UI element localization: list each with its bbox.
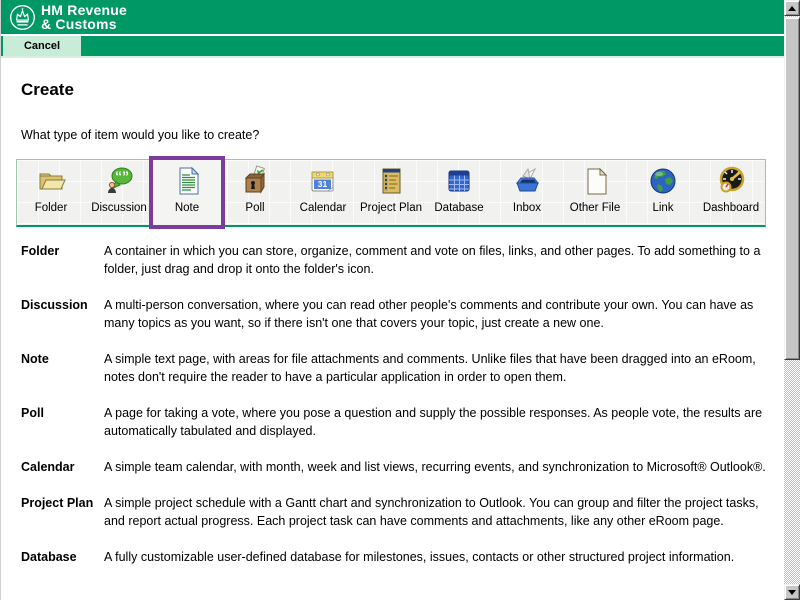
toolbar-item-label: Dashboard bbox=[702, 202, 760, 214]
note-icon bbox=[171, 165, 203, 197]
item-type-descriptions bbox=[21, 242, 784, 566]
command-bar bbox=[1, 36, 784, 58]
toolbar-item-dashboard[interactable] bbox=[697, 160, 765, 225]
toolbar-item-icon-slot bbox=[171, 165, 203, 197]
cancel-button[interactable]: Cancel bbox=[3, 36, 81, 56]
description-row bbox=[21, 242, 784, 278]
toolbar-item-icon-slot bbox=[307, 165, 339, 197]
toolbar-item-label: Calendar bbox=[299, 202, 347, 214]
toolbar-item-inbox[interactable] bbox=[493, 160, 561, 225]
inbox-icon bbox=[511, 165, 543, 197]
description-row bbox=[21, 548, 784, 566]
hmrc-wordmark bbox=[41, 3, 127, 31]
toolbar-item-calendar[interactable] bbox=[289, 160, 357, 225]
calendar-icon bbox=[307, 165, 339, 197]
description-row bbox=[21, 458, 784, 476]
description-term: Calendar bbox=[21, 460, 75, 474]
toolbar-item-icon-slot bbox=[443, 165, 475, 197]
hmrc-wordmark-line1: HM Revenue bbox=[41, 2, 128, 18]
dashboard-icon bbox=[715, 165, 747, 197]
description-text: A container in which you can store, organize, comment and vote on files, links, and other pages. To add something to a folder, just drag and drop it onto the folder's icon. bbox=[104, 244, 761, 276]
page-title: Create bbox=[21, 80, 74, 99]
hmrc-header-banner bbox=[1, 0, 784, 36]
description-text: A page for taking a vote, where you pose a question and supply the possible responses. As people vote, the results are automatically tabulated and displayed. bbox=[104, 406, 763, 438]
item-type-toolbar bbox=[16, 159, 766, 227]
description-term: Project Plan bbox=[21, 496, 94, 510]
toolbar-item-label: Note bbox=[174, 202, 200, 214]
description-text: A fully customizable user-defined database for milestones, issues, contacts or other structured project information. bbox=[104, 550, 735, 564]
toolbar-item-icon-slot bbox=[239, 165, 271, 197]
toolbar-item-icon-slot bbox=[715, 165, 747, 197]
toolbar-item-note[interactable] bbox=[153, 160, 221, 225]
toolbar-item-label: Folder bbox=[34, 202, 68, 214]
toolbar-item-icon-slot bbox=[35, 165, 67, 197]
toolbar-item-label: Database bbox=[434, 202, 484, 214]
vertical-scrollbar[interactable] bbox=[784, 0, 800, 600]
database-icon bbox=[443, 165, 475, 197]
description-row bbox=[21, 350, 784, 386]
description-row bbox=[21, 494, 784, 530]
discussion-icon bbox=[103, 165, 135, 197]
description-row bbox=[21, 296, 784, 332]
description-text: A simple team calendar, with month, week and list views, recurring events, and synchronization to Microsoft® Outlook®. bbox=[104, 460, 766, 474]
toolbar-item-label: Discussion bbox=[91, 202, 147, 214]
main-content bbox=[1, 80, 784, 566]
toolbar-item-link[interactable] bbox=[629, 160, 697, 225]
toolbar-item-folder[interactable] bbox=[17, 160, 85, 225]
scrollbar-thumb[interactable] bbox=[784, 17, 800, 360]
poll-icon bbox=[239, 165, 271, 197]
toolbar-item-database[interactable] bbox=[425, 160, 493, 225]
description-text: A multi-person conversation, where you can read other people's comments and contribute your own. You can have as many topics as you want, so if there isn't one that covers your topic, just create a new one. bbox=[104, 298, 754, 330]
hmrc-crown-logo-icon bbox=[9, 4, 36, 31]
toolbar-item-icon-slot bbox=[375, 165, 407, 197]
toolbar-item-other-file[interactable] bbox=[561, 160, 629, 225]
toolbar-item-label: Other File bbox=[569, 202, 621, 214]
link-icon bbox=[647, 165, 679, 197]
toolbar-item-label: Poll bbox=[245, 202, 265, 214]
svg-text:“”: “” bbox=[115, 168, 129, 184]
toolbar-item-discussion[interactable] bbox=[85, 160, 153, 225]
description-text: A simple project schedule with a Gantt chart and synchronization to Outlook. You can group and filter the project tasks, and report actual progress. Each project task can have comments and attachments, like any other eRoom page. bbox=[104, 496, 759, 528]
project-plan-icon bbox=[375, 165, 407, 197]
scroll-down-arrow-icon bbox=[788, 590, 796, 595]
scroll-up-button[interactable] bbox=[784, 0, 800, 16]
toolbar-item-project-plan[interactable] bbox=[357, 160, 425, 225]
scroll-up-arrow-icon bbox=[788, 6, 796, 11]
toolbar-item-icon-slot bbox=[647, 165, 679, 197]
description-term: Folder bbox=[21, 244, 60, 258]
toolbar-item-label: Project Plan bbox=[359, 202, 422, 214]
description-term: Note bbox=[21, 352, 49, 366]
description-row bbox=[21, 404, 784, 440]
toolbar-item-poll[interactable] bbox=[221, 160, 289, 225]
other-file-icon bbox=[579, 165, 611, 197]
description-term: Database bbox=[21, 550, 77, 564]
description-term: Discussion bbox=[21, 298, 88, 312]
svg-text:31: 31 bbox=[317, 179, 328, 189]
toolbar-item-icon-slot bbox=[511, 165, 543, 197]
folder-icon bbox=[35, 165, 67, 197]
scroll-down-button[interactable] bbox=[784, 584, 800, 600]
toolbar-item-icon-slot bbox=[103, 165, 135, 197]
toolbar-item-label: Inbox bbox=[512, 202, 542, 214]
description-text: A simple text page, with areas for file attachments and comments. Unlike files that have been dragged into an eRoom, notes don't require the reader to have a particular application in order to open them. bbox=[104, 352, 756, 384]
hmrc-wordmark-line2: & Customs bbox=[41, 16, 117, 32]
toolbar-item-label: Link bbox=[652, 202, 674, 214]
create-question-text: What type of item would you like to create? bbox=[21, 128, 260, 142]
description-term: Poll bbox=[21, 406, 44, 420]
toolbar-item-icon-slot bbox=[579, 165, 611, 197]
